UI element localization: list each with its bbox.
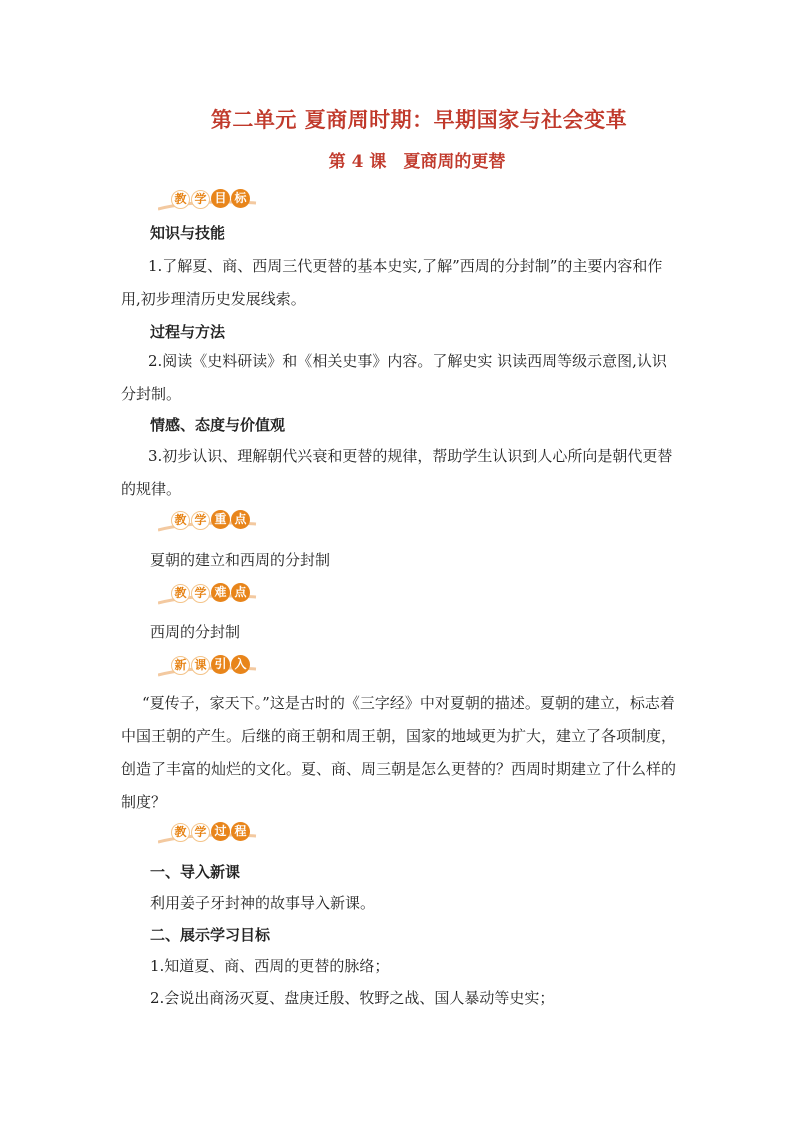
section-import-text: 利用姜子牙封神的故事导入新课。 <box>150 894 376 912</box>
emotion-text: 3.初步认识、理解朝代兴衰和更替的规律，帮助学生认识到人心所向是朝代更替的规律。 <box>121 447 673 498</box>
badge-char: 学 <box>191 823 210 842</box>
badge-char: 程 <box>231 822 250 841</box>
badge-char: 重 <box>211 510 230 529</box>
badge-char: 新 <box>171 656 190 675</box>
section-import-heading: 一、导入新课 <box>150 863 241 881</box>
badge-char: 教 <box>171 190 190 209</box>
badge-char: 过 <box>211 822 230 841</box>
badge-char: 教 <box>171 823 190 842</box>
badge-char: 学 <box>191 511 210 530</box>
lesson-title: 第 4 课 夏商周的更替 <box>328 152 506 172</box>
process-method-heading: 过程与方法 <box>150 323 226 341</box>
goal-item: 2.会说出商汤灭夏、盘庚迁殷、牧野之战、国人暴动等史实； <box>150 989 555 1007</box>
key-points-text: 夏朝的建立和西周的分封制 <box>150 551 331 569</box>
emotion-heading: 情感、态度与价值观 <box>150 416 286 434</box>
knowledge-heading: 知识与技能 <box>150 224 226 242</box>
badge-char: 引 <box>211 655 230 674</box>
difficult-points-text: 西周的分封制 <box>150 623 241 641</box>
process-method-text: 2.阅读《史料研读》和《相关史事》内容。了解史实 识读西周等级示意图,认识分封制。 <box>121 352 667 403</box>
badge-char: 难 <box>211 583 230 602</box>
badge-char: 目 <box>211 189 230 208</box>
section-goals-heading: 二、展示学习目标 <box>150 926 271 944</box>
badge-char: 学 <box>191 584 210 603</box>
badge-char: 教 <box>171 584 190 603</box>
knowledge-text: 1.了解夏、商、西周三代更替的基本史实,了解”西周的分封制”的主要内容和作用,初步理清历史发展线索。 <box>121 257 663 308</box>
unit-title: 第二单元 夏商周时期：早期国家与社会变革 <box>210 107 628 132</box>
intro-text: “夏传子，家天下。”这是古时的《三字经》中对夏朝的描述。夏朝的建立，标志着中国王朝的产生。后继的商王朝和周王朝，国家的地域更为扩大，建立了各项制度，创造了丰富的灿烂的文化。夏、商、周三朝是怎么更替的？西周时期建立了什么样的制度？ <box>121 694 677 811</box>
badge-char: 学 <box>191 190 210 209</box>
goal-item: 1.知道夏、商、西周的更替的脉络； <box>150 957 390 975</box>
badge-char: 入 <box>231 655 250 674</box>
badge-char: 标 <box>231 189 250 208</box>
badge-char: 教 <box>171 511 190 530</box>
badge-char: 点 <box>231 583 250 602</box>
badge-char: 点 <box>231 510 250 529</box>
badge-char: 课 <box>191 656 210 675</box>
